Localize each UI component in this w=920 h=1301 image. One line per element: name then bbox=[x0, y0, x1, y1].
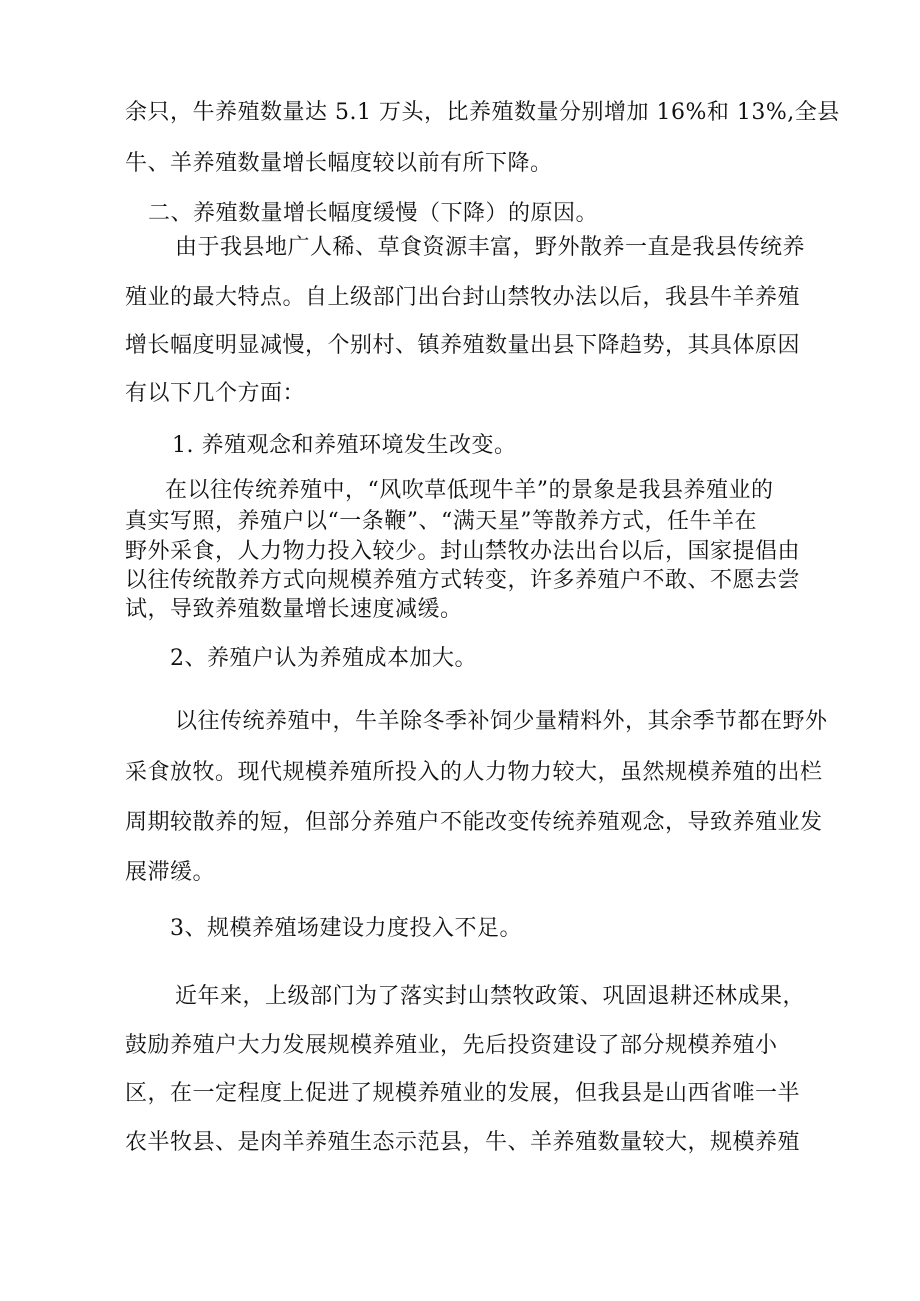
text-line: 余只，牛养殖数量达 5.1 万头，比养殖数量分别增加 16%和 13%,全县 bbox=[125, 100, 840, 125]
text-line: 由于我县地广人稀、草食资源丰富，野外散养一直是我县传统养 bbox=[175, 235, 806, 260]
text-line: 以往传统散养方式向规模养殖方式转变，许多养殖户不敢、不愿去尝 bbox=[125, 568, 801, 593]
text-line: 展滞缓。 bbox=[125, 860, 216, 885]
text-line: 农半牧县、是肉羊养殖生态示范县，牛、羊养殖数量较大，规模养殖 bbox=[125, 1130, 801, 1155]
text-line: 牛、羊养殖数量增长幅度较以前有所下降。 bbox=[125, 151, 553, 176]
subsection-heading: 2、养殖户认为养殖成本加大。 bbox=[170, 646, 477, 671]
text-line: 以往传统养殖中，牛羊除冬季补饲少量精料外，其余季节都在野外 bbox=[175, 709, 828, 734]
text-line: 殖业的最大特点。自上级部门出台封山禁牧办法以后，我县牛羊养殖 bbox=[125, 285, 801, 310]
subsection-heading: 3、规模养殖场建设力度投入不足。 bbox=[170, 916, 522, 941]
text-line: 试，导致养殖数量增长速度减缓。 bbox=[125, 597, 463, 622]
text-line: 区，在一定程度上促进了规模养殖业的发展，但我县是山西省唯一半 bbox=[125, 1081, 801, 1106]
subsection-heading: 1. 养殖观念和养殖环境发生改变。 bbox=[172, 433, 517, 458]
text-line: 真实写照，养殖户以“一条鞭”、“满天星”等散养方式，任牛羊在 bbox=[125, 509, 757, 534]
text-line: 增长幅度明显减慢，个别村、镇养殖数量出县下降趋势，其具体原因 bbox=[125, 333, 801, 358]
text-line: 近年来，上级部门为了落实封山禁牧政策、巩固退耕还林成果， bbox=[175, 984, 806, 1009]
text-line: 鼓励养殖户大力发展规模养殖业，先后投资建设了部分规模养殖小 bbox=[125, 1033, 778, 1058]
text-line: 野外采食，人力物力投入较少。封山禁牧办法出台以后，国家提倡由 bbox=[125, 539, 801, 564]
text-line: 在以往传统养殖中，“风吹草低现牛羊”的景象是我县养殖业的 bbox=[165, 478, 774, 503]
text-line: 有以下几个方面： bbox=[125, 381, 306, 406]
text-line: 采食放牧。现代规模养殖所投入的人力物力较大，虽然规模养殖的出栏 bbox=[125, 760, 823, 785]
text-line: 周期较散养的短，但部分养殖户不能改变传统养殖观念，导致养殖业发 bbox=[125, 810, 823, 835]
section-heading: 二、养殖数量增长幅度缓慢（下降）的原因。 bbox=[148, 201, 599, 226]
